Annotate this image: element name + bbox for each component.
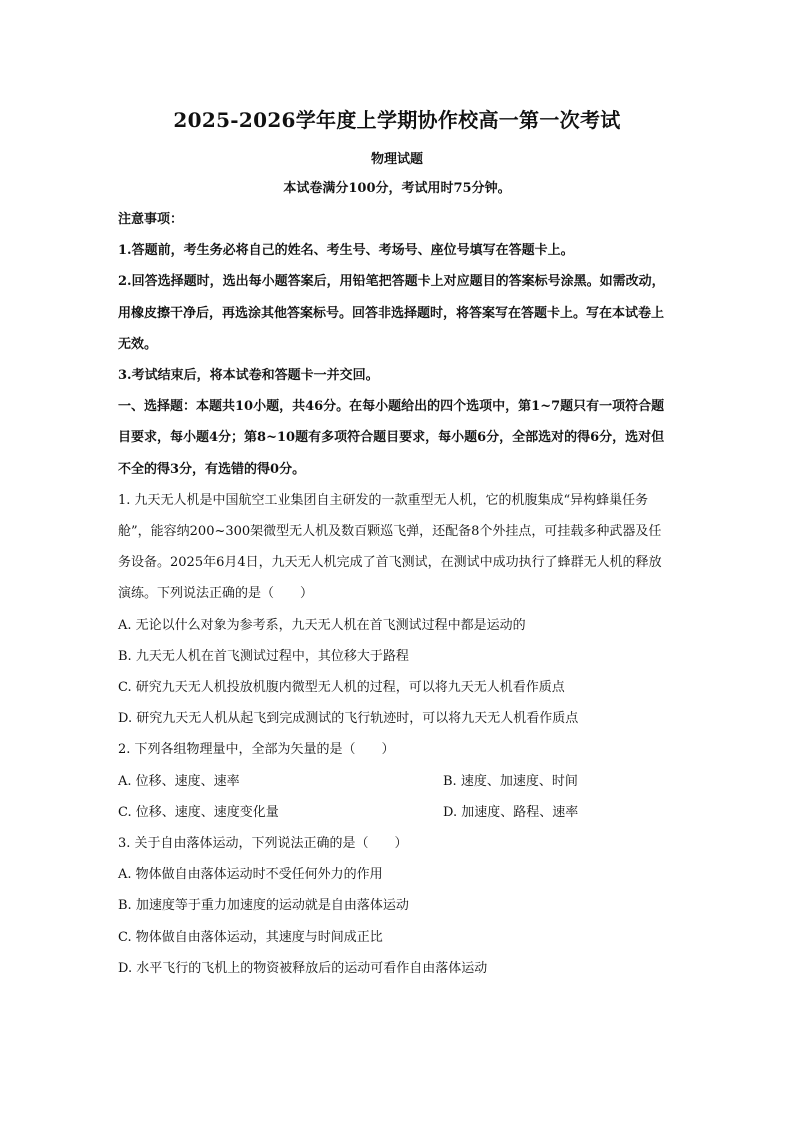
- question-3-option-a: A. 物体做自由落体运动时不受任何外力的作用: [118, 867, 383, 883]
- exam-title: 2025-2026学年度上学期协作校高一第一次考试: [173, 108, 621, 132]
- question-1-option-d: D. 研究九天无人机从起飞到完成测试的飞行轨迹时，可以将九天无人机看作质点: [118, 711, 579, 727]
- question-2-option-a: A. 位移、速度、速率: [118, 773, 240, 789]
- exam-body: [118, 204, 674, 984]
- section-header: 一、选择题：本题共10小题，共46分。在每小题给出的四个选项中，第1~7题只有一项符合题目要求，每小题4分；第8~10题有多项符合题目要求，每小题6分，全部选对的得6分，选对但不全的得3分，有选错的得0分。: [118, 399, 665, 477]
- question-2-option-c: C. 位移、速度、速度变化量: [118, 804, 279, 820]
- question-3-option-c: C. 物体做自由落体运动，其速度与时间成正比: [118, 929, 383, 945]
- question-3-option-d: D. 水平飞行的飞机上的物资被释放后的运动可看作自由落体运动: [118, 960, 488, 976]
- question-3-stem: 3. 关于自由落体运动，下列说法正确的是（ ）: [118, 836, 408, 852]
- notice-item-1: 1.答题前，考生务必将自己的姓名、考生号、考场号、座位号填写在答题卡上。: [118, 243, 574, 259]
- notice-item-2: 2.回答选择题时，选出每小题答案后，用铅笔把答题卡上对应题目的答案标号涂黑。如需改动，用橡皮擦干净后，再选涂其他答案标号。回答非选择题时，将答案写在答题卡上。写在本试卷上无效。: [118, 274, 665, 352]
- question-2-option-d: D. 加速度、路程、速率: [443, 804, 579, 820]
- question-1-option-c: C. 研究九天无人机投放机腹内微型无人机的过程，可以将九天无人机看作质点: [118, 680, 565, 696]
- exam-subject: 物理试题: [370, 152, 423, 167]
- exam-info: 本试卷满分100分，考试用时75分钟。: [283, 181, 511, 196]
- question-1-stem: 1. 九天无人机是中国航空工业集团自主研发的一款重型无人机，它的机腹集成“异构蜂巢任务舱”，能容纳200~300架微型无人机及数百颗巡飞弹，还配备8个外挂点，可挂载多种武器及任务设备。2025年6月4日，九天无人机完成了首飞测试，在测试中成功执行了蜂群无人机的释放演练。下列说法正确的是（ ）: [118, 492, 662, 602]
- question-3-option-b: B. 加速度等于重力加速度的运动就是自由落体运动: [118, 898, 409, 914]
- question-2-option-b: B. 速度、加速度、时间: [443, 773, 578, 789]
- question-2-stem: 2. 下列各组物理量中，全部为矢量的是（ ）: [118, 742, 395, 758]
- question-2-options-row-1: [118, 766, 674, 797]
- notice-item-3: 3.考试结束后，将本试卷和答题卡一并交回。: [118, 368, 379, 384]
- question-1-option-a: A. 无论以什么对象为参考系，九天无人机在首飞测试过程中都是运动的: [118, 617, 526, 633]
- question-2-options-row-2: [118, 797, 674, 828]
- notice-heading: 注意事项：: [118, 212, 184, 227]
- question-1-option-b: B. 九天无人机在首飞测试过程中，其位移大于路程: [118, 648, 409, 664]
